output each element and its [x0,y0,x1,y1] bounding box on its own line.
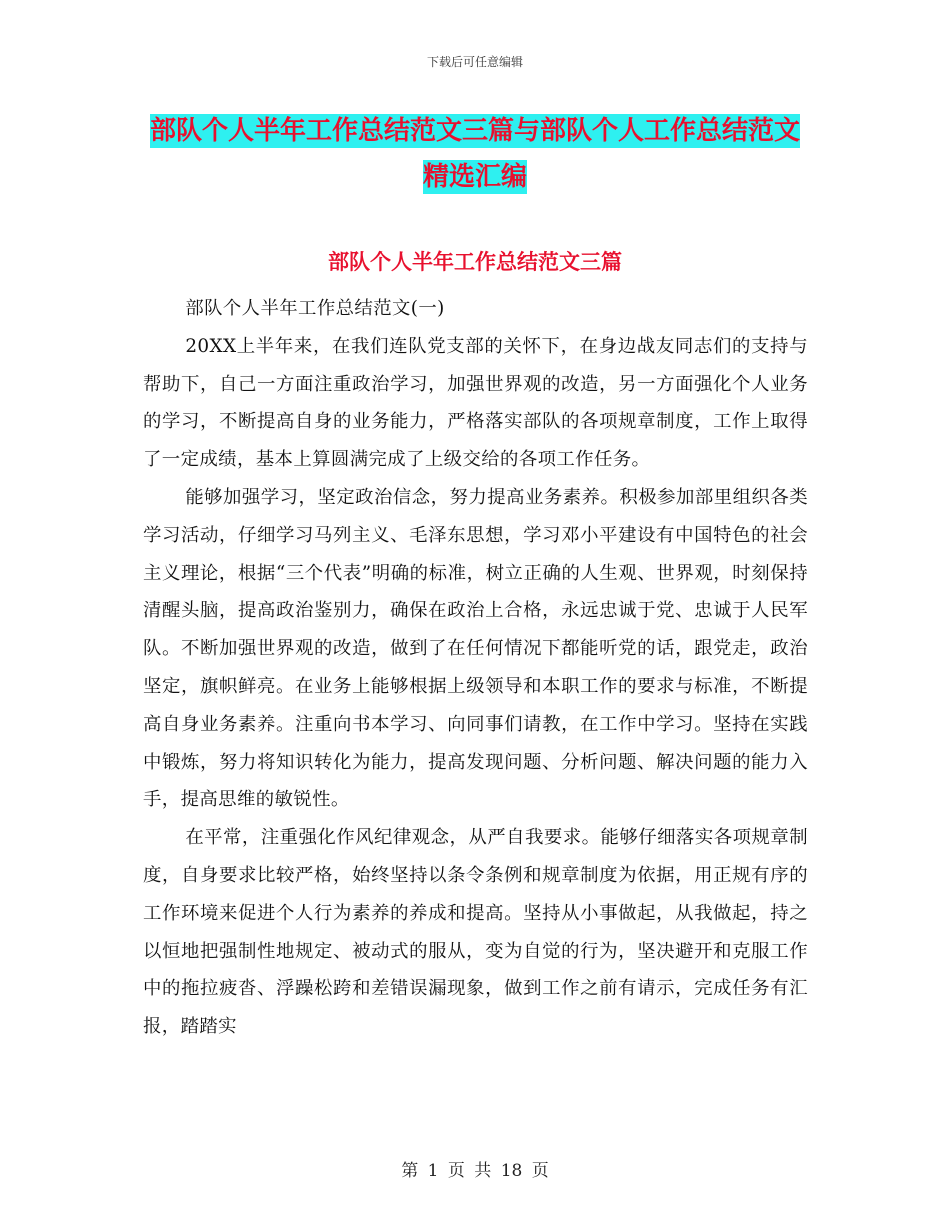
section-title: 部队个人半年工作总结范文三篇 [328,250,622,274]
page-header-note: 下载后可任意编辑 [426,55,523,69]
page-number-footer: 第 1 页 共 18 页 [401,1161,549,1181]
document-title [150,108,800,200]
document-title-text: 部队个人半年工作总结范文三篇与部队个人工作总结范文精选汇编 [150,116,801,192]
document-body [143,290,808,1046]
paragraph-subtitle: 部队个人半年工作总结范文(一) [185,298,445,319]
paragraph: 能够加强学习，坚定政治信念，努力提高业务素养。积极参加部里组织各类学习活动，仔细学习马列主义、毛泽东思想，学习邓小平建设有中国特色的社会主义理论，根据“三个代表”明确的标准，树立正确的人生观、世界观，时刻保持清醒头脑，提高政治鉴别力，确保在政治上合格，永远忠诚于党、忠诚于人民军队。不断加强世界观的改造，做到了在任何情况下都能听党的话，跟党走，政治坚定，旗帜鲜亮。在业务上能够根据上级领导和本职工作的要求与标准，不断提高自身业务素养。注重向书本学习、向同事们请教，在工作中学习。坚持在实践中锻炼，努力将知识转化为能力，提高发现问题、分析问题、解决问题的能力入手，提高思维的敏锐性。 [143,486,808,811]
paragraph: 20XX上半年来，在我们连队党支部的关怀下，在身边战友同志们的支持与帮助下，自己一方面注重政治学习，加强世界观的改造，另一方面强化个人业务的学习，不断提高自身的业务能力，严格落实部队的各项规章制度，工作上取得了一定成绩，基本上算圆满完成了上级交给的各项工作任务。 [143,335,808,471]
paragraph: 在平常，注重强化作风纪律观念，从严自我要求。能够仔细落实各项规章制度，自身要求比较严格，始终坚持以条令条例和规章制度为依据，用正规有序的工作环境来促进个人行为素养的养成和提高。坚持从小事做起，从我做起，持之以恒地把强制性地规定、被动式的服从，变为自觉的行为，坚决避开和克服工作中的拖拉疲沓、浮躁松跨和差错误漏现象，做到工作之前有请示，完成任务有汇报，踏踏实 [143,827,808,1038]
